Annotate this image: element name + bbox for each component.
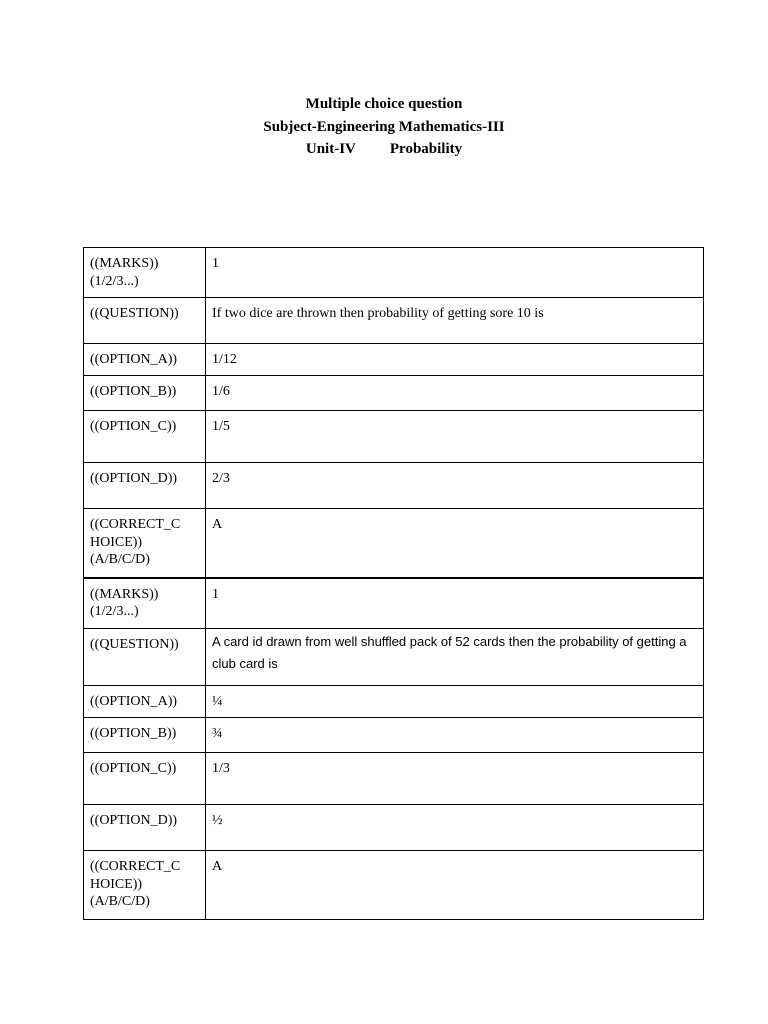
option-b-row bbox=[84, 718, 704, 753]
option-a-value: ¼ bbox=[206, 686, 704, 718]
correct-choice-label: ((CORRECT_C HOICE)) (A/B/C/D) bbox=[84, 509, 206, 578]
option-d-label: ((OPTION_D)) bbox=[84, 805, 206, 851]
marks-row bbox=[84, 248, 704, 298]
option-d-row bbox=[84, 463, 704, 509]
marks-value: 1 bbox=[206, 578, 704, 629]
question-text: If two dice are thrown then probability of getting sore 10 is bbox=[206, 298, 704, 344]
correct-choice-row bbox=[84, 851, 704, 920]
heading-subject: Subject-Engineering Mathematics-III bbox=[263, 118, 505, 135]
question-text: A card id drawn from well shuffled pack of 52 cards then the probability of getting a club card is bbox=[206, 629, 704, 686]
marks-value: 1 bbox=[206, 248, 704, 298]
heading-unit-line bbox=[0, 138, 768, 161]
option-b-label: ((OPTION_B)) bbox=[84, 376, 206, 411]
correct-choice-value: A bbox=[206, 851, 704, 920]
correct-choice-label: ((CORRECT_C HOICE)) (A/B/C/D) bbox=[84, 851, 206, 920]
option-c-row bbox=[84, 753, 704, 805]
marks-label: ((MARKS)) (1/2/3...) bbox=[84, 248, 206, 298]
document-header bbox=[0, 93, 768, 161]
option-b-value: 1/6 bbox=[206, 376, 704, 411]
option-c-label: ((OPTION_C)) bbox=[84, 753, 206, 805]
option-d-value: 2/3 bbox=[206, 463, 704, 509]
correct-choice-value: A bbox=[206, 509, 704, 578]
option-a-row bbox=[84, 686, 704, 718]
heading-line-1: Multiple choice question bbox=[305, 96, 463, 112]
question-label: ((QUESTION)) bbox=[84, 629, 206, 686]
correct-choice-row bbox=[84, 509, 704, 578]
marks-row bbox=[84, 578, 704, 629]
question-table bbox=[83, 247, 704, 920]
question-row bbox=[84, 629, 704, 686]
question-row bbox=[84, 298, 704, 344]
option-b-label: ((OPTION_B)) bbox=[84, 718, 206, 753]
heading-topic: Probability bbox=[389, 141, 463, 157]
marks-label: ((MARKS)) (1/2/3...) bbox=[84, 578, 206, 629]
option-a-value: 1/12 bbox=[206, 344, 704, 376]
option-c-value: 1/5 bbox=[206, 411, 704, 463]
question-label: ((QUESTION)) bbox=[84, 298, 206, 344]
option-c-value: 1/3 bbox=[206, 753, 704, 805]
option-b-row bbox=[84, 376, 704, 411]
option-a-label: ((OPTION_A)) bbox=[84, 344, 206, 376]
option-a-row bbox=[84, 344, 704, 376]
heading-unit: Unit-IV bbox=[305, 141, 356, 157]
option-a-label: ((OPTION_A)) bbox=[84, 686, 206, 718]
option-b-value: ¾ bbox=[206, 718, 704, 753]
option-d-row bbox=[84, 805, 704, 851]
option-c-label: ((OPTION_C)) bbox=[84, 411, 206, 463]
option-c-row bbox=[84, 411, 704, 463]
option-d-value: ½ bbox=[206, 805, 704, 851]
option-d-label: ((OPTION_D)) bbox=[84, 463, 206, 509]
